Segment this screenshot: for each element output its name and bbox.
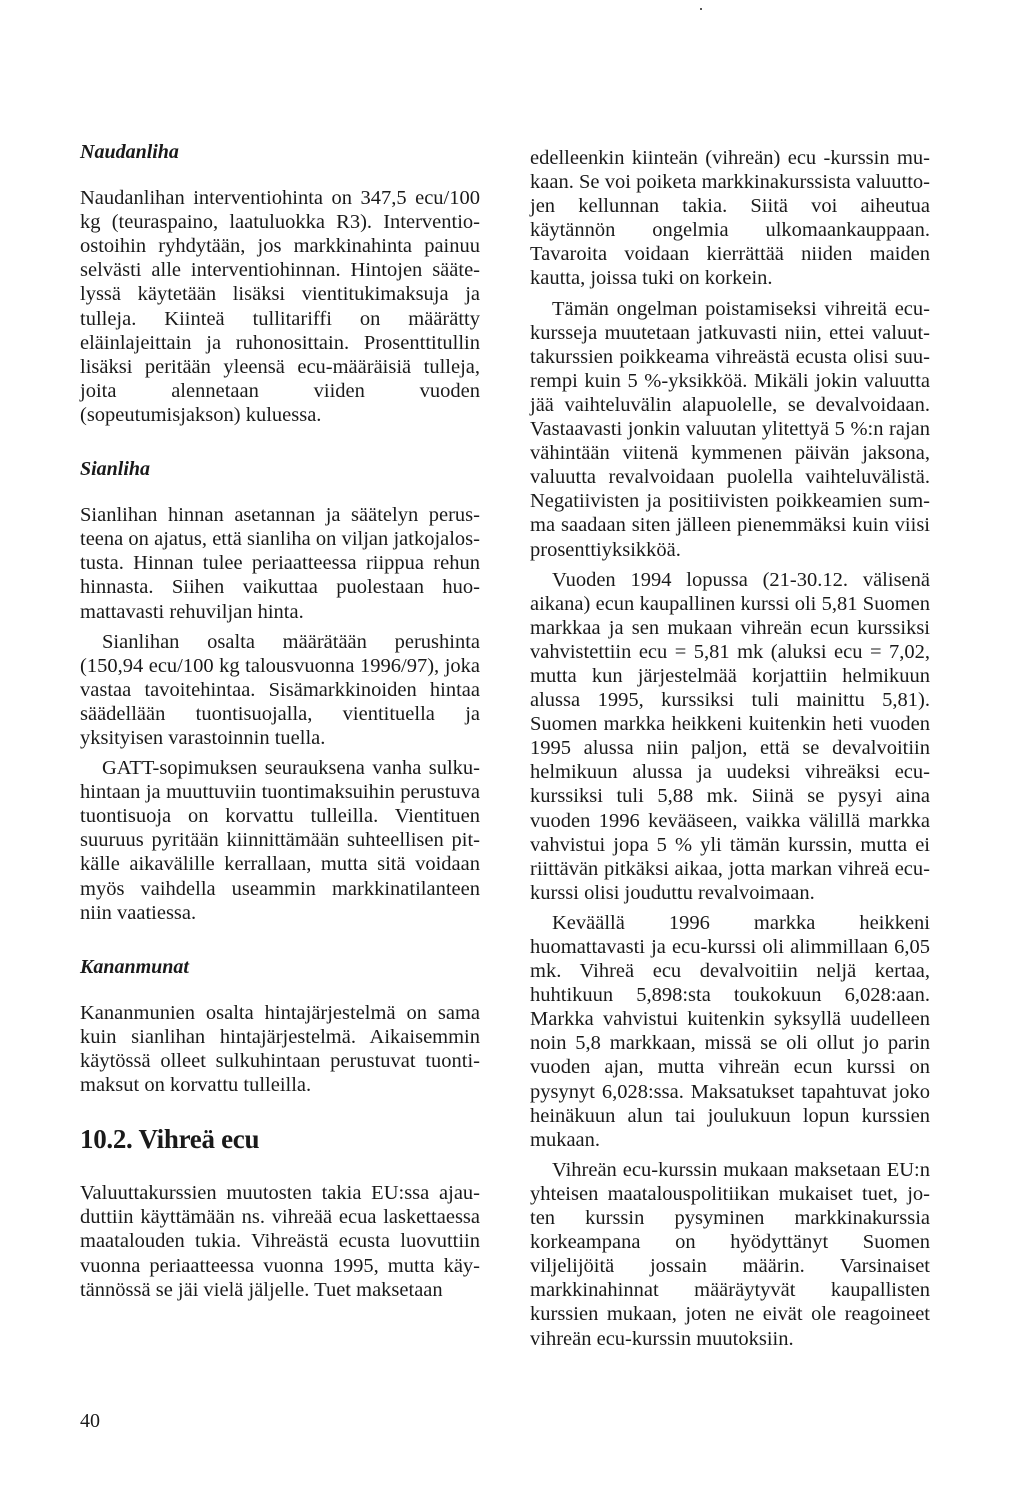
- chapter-heading-vihrea-ecu: 10.2. Vihreä ecu: [80, 1124, 260, 1155]
- paragraph: Vihreän ecu-kurssin mukaan maksetaan EU:n yhteisen maatalouspolitiikan mukaiset tuet, joten kurssin pysyminen markkinakurssia korkeampana on hyödyttänyt Suomen viljelijöitä jossain määrin. Varsinaiset markkinahinnat määräytyvät kaupallisten kurssien mukaan, joten ne eivät ole reagoineet vihreän ecu-kurssin muutoksiin.: [530, 1158, 930, 1350]
- section-heading-sianliha: Sianliha: [80, 458, 151, 481]
- right-column: [530, 146, 930, 1351]
- section-heading-naudanliha: Naudanliha: [80, 141, 179, 163]
- paragraph: edelleenkin kiinteän (vihreän) ecu -kurssin mukaan. Se voi poiketa markkinakurssista valuuttojen kellunnan takia. Siitä voi aiheutua käytännön ongelmia ulkomaankauppaan. Tavaroita voidaan kierrättää niiden maiden kautta, joissa tuki on korkein.: [530, 147, 930, 290]
- paragraph: Valuuttakurssien muutosten takia EU:ssa ajauduttiin käyttämään ns. vihreää ecua laskettaessa maatalouden tukia. Vihreästä ecusta luovuttiin vuonna periaatteessa vuonna 1995, mutta käytännössä se jäi vielä jäljelle. Tuet maksetaan: [80, 1182, 480, 1301]
- page-number: 40: [80, 1410, 100, 1432]
- paragraph: Sianlihan hinnan asetannan ja säätelyn perusteena on ajatus, että sianliha on viljan jatkojalostusta. Hinnan tulee periaatteessa riippua rehun hinnasta. Siihen vaikuttaa puolestaan huomattavasti rehuviljan hinta.: [80, 504, 480, 623]
- paragraph: Vuoden 1994 lopussa (21-30.12. välisenä aikana) ecun kaupallinen kurssi oli 5,81 Suomen markkaa ja sen mukaan vihreän ecun kurssiksi vahvistettiin ecu = 5,81 mk (aluksi ecu = 7,02, mutta kun järjestelmää korjattiin helmikuun alussa 1995, kurssiksi tuli mainittu 5,81). Suomen markka heikkeni kuitenkin heti vuoden 1995 alussa niin paljon, että se devalvoitiin helmikuun alussa ja uudeksi vihreäksi ecu-kurssiksi tuli 5,88 mk. Siinä se pysyi aina vuoden 1996 kevääseen, vaikka välillä markka vahvistui jopa 5 % yli tämän kurssin, mutta ei riittävän pitkäksi aikaa, jotta markan vihreä ecu-kurssi olisi jouduttu revalvoimaan.: [530, 568, 930, 904]
- paragraph: Sianlihan osalta määrätään perushinta (150,94 ecu/100 kg talousvuonna 1996/97), joka vastaa tavoitehintaa. Sisämarkkinoiden hintaa säädellään tuontisuojalla, vientituella ja yksityisen varastoinnin tuella.: [80, 630, 480, 749]
- section-heading-kananmunat: Kananmunat: [80, 955, 189, 978]
- left-column: [80, 140, 480, 1302]
- scan-mark: [700, 8, 702, 10]
- paragraph: GATT-sopimuksen seurauksena vanha sulkuhintaan ja muuttuviin tuontimaksuihin perustuva tuontisuoja on korvattu tulleilla. Vientituen suuruus pyritään kiinnittämään suhteellisen pitkälle aikavälille kerrallaan, mutta sitä voidaan myös vaihdella useammin markkinatilanteen niin vaatiessa.: [80, 757, 480, 924]
- paragraph: Tämän ongelman poistamiseksi vihreitä ecukursseja muutetaan jatkuvasti niin, ettei valuuttakurssien poikkeama vihreästä ecusta olisi suurempi kuin 5 %-yksikköä. Mikäli jokin valuutta jää vaihteluvälin alapuolelle, se devalvoidaan. Vastaavasti jonkin valuutan ylitettyä 5 %:n rajan vähintään viitenä kymmenen päivän jaksona, valuutta revalvoidaan puolella vaihteluvälistä. Negatiivisten ja positiivisten poikkeamien summa saadaan siten jälleen pienemmäksi kuin viisi prosenttiyksikköä.: [530, 297, 930, 561]
- paragraph: Naudanlihan interventiohinta on 347,5 ecu/100 kg (teuraspaino, laatuluokka R3). Interventioostoihin ryhdytään, jos markkinahinta painuu selvästi alle interventiohinnan. Hintojen säätelyssä käytetään lisäksi vientitukimaksuja ja tulleja. Kiinteä tullitariffi on määrätty eläinlajeittain ja ruhonosittain. Prosenttitullin lisäksi peritään yleensä ecu-määräisiä tulleja, joita alennetaan viiden vuoden (sopeutumisjakson) kuluessa.: [80, 187, 480, 426]
- paragraph: Kananmunien osalta hintajärjestelmä on sama kuin sianlihan hintajärjestelmä. Aikaisemmin käytössä olleet sulkuhintaan perustuvat tuontimaksut on korvattu tulleilla.: [80, 1001, 480, 1097]
- paragraph: Keväällä 1996 markka heikkeni huomattavasti ja ecu-kurssi oli alimmillaan 6,05 mk. Vihreä ecu devalvoitiin neljä kertaa, huhtikuun 5,898:sta toukokuun 6,028:aan. Markka vahvistui kuitenkin syksyllä uudelleen noin 5,8 markkaan, missä se oli ollut jo parin vuoden ajan, mutta vihreän ecun kurssi on pysynyt 6,028:ssa. Maksatukset tapahtuvat joko heinäkuun alun tai joulukuun lopun kurssien mukaan.: [530, 911, 930, 1151]
